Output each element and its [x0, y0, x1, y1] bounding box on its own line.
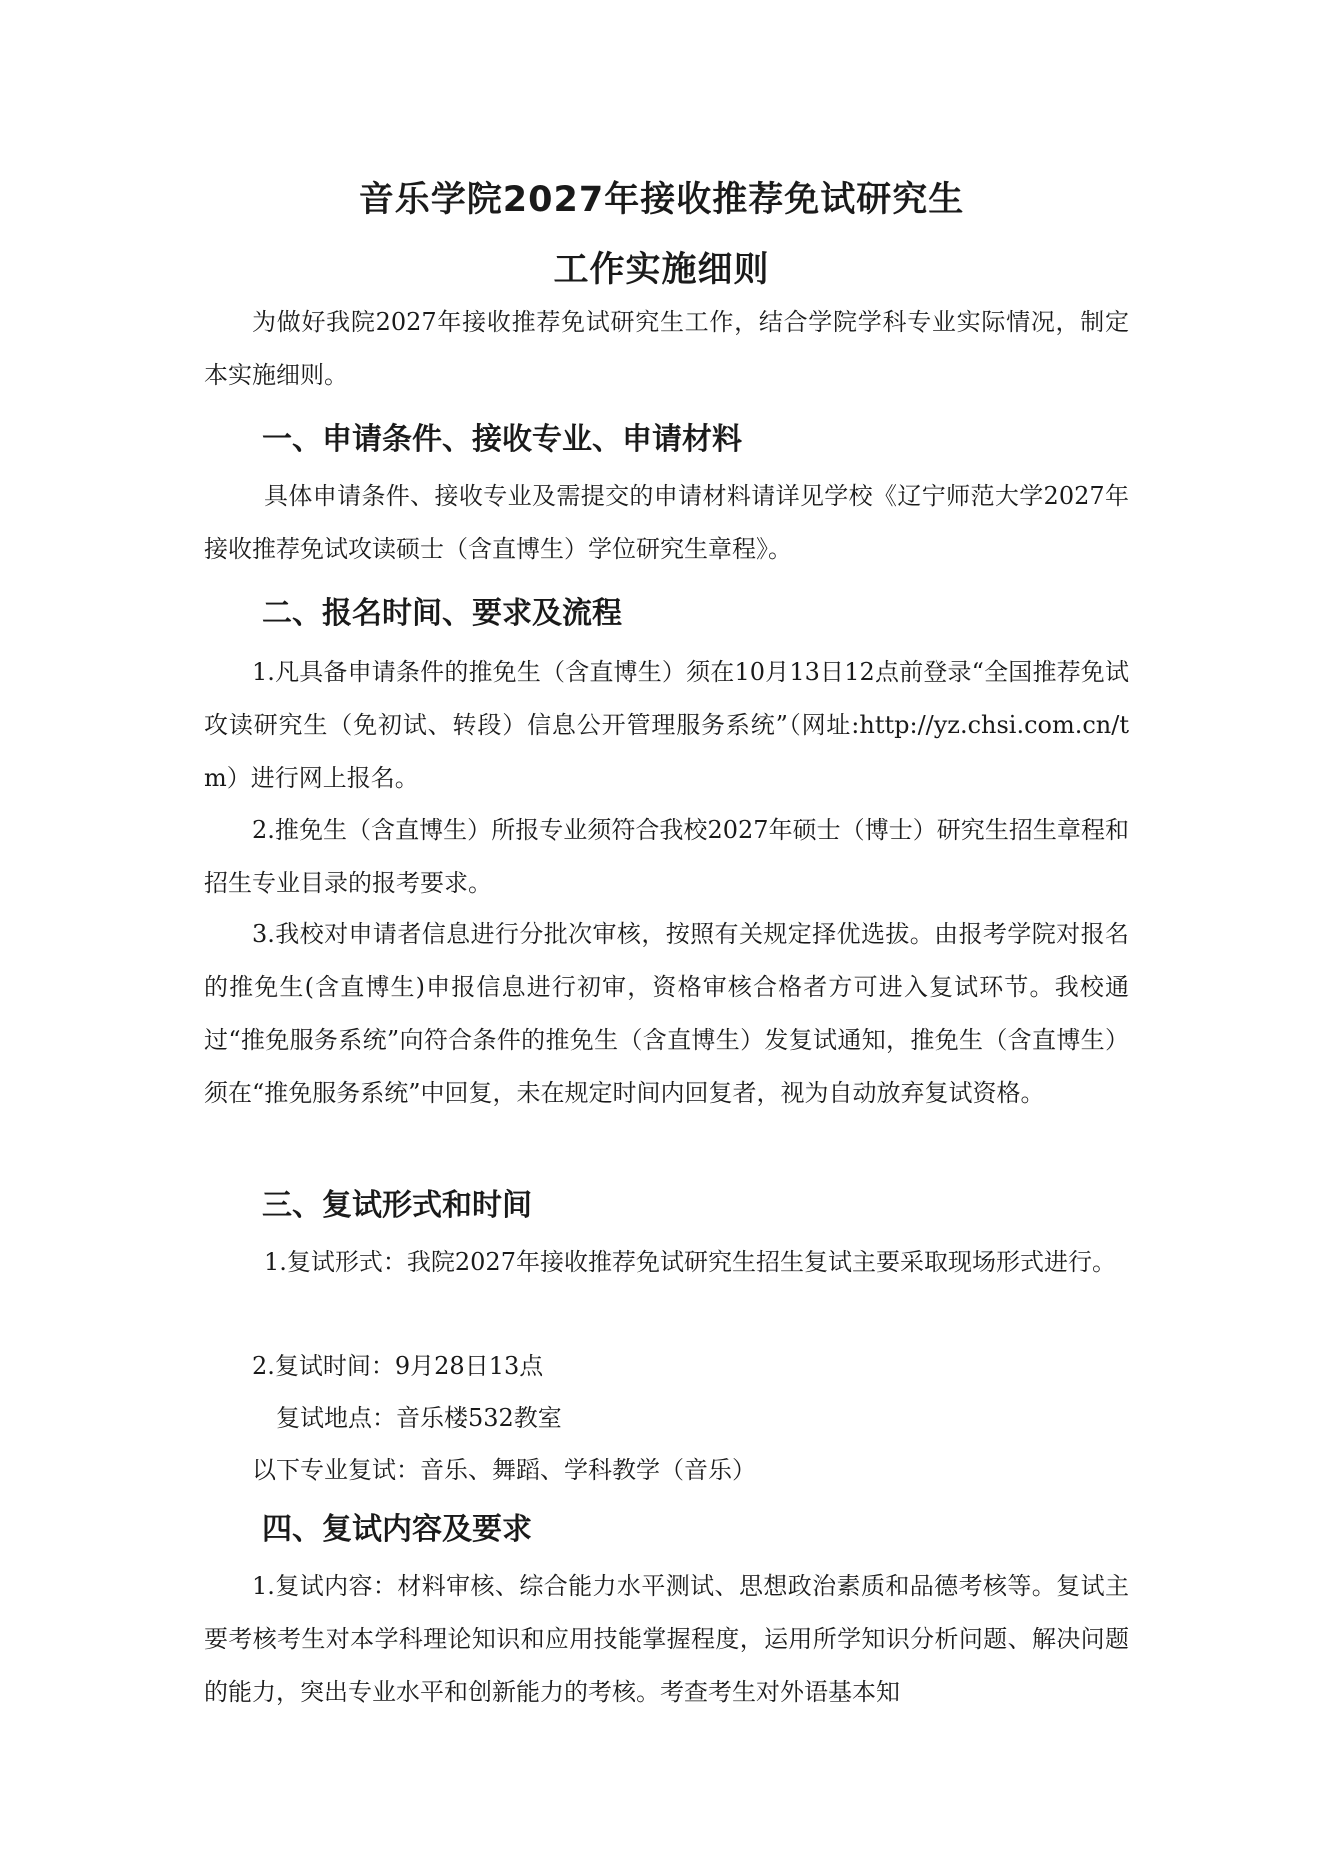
section2-heading: 二、报名时间、要求及流程	[262, 596, 622, 631]
intro-paragraph: 为做好我院2027年接收推荐免试研究生工作，结合学院学科专业实际情况，制定本实施细则。	[204, 308, 1129, 389]
section2-item3: 3.我校对申请者信息进行分批次审核，按照有关规定择优选拔。由报考学院对报名的推免生(含直博生)申报信息进行初审，资格审核合格者方可进入复试环节。我校通过“推免服务系统”向符合条件的推免生（含直博生）发复试通知，推免生（含直博生）须在“推免服务系统”中回复，未在规定时间内回复者，视为自动放弃复试资格。	[204, 920, 1129, 1107]
section2-item1: 1.凡具备申请条件的推免生（含直博生）须在10月13日12点前登录“全国推荐免试攻读研究生（免初试、转段）信息公开管理服务系统”（网址:http://yz.chsi.com.cn/tm）进行网上报名。	[204, 658, 1129, 792]
section3-heading: 三、复试形式和时间	[262, 1188, 532, 1223]
section3-item1: 1.复试形式：我院2027年接收推荐免试研究生招生复试主要采取现场形式进行。	[264, 1248, 1116, 1276]
section4-item1: 1.复试内容：材料审核、综合能力水平测试、思想政治素质和品德考核等。复试主要考核考生对本学科理论知识和应用技能掌握程度，运用所学知识分析问题、解决问题的能力，突出专业水平和创新能力的考核。考查考生对外语基本知	[204, 1572, 1129, 1706]
document-title-line1: 音乐学院2027年接收推荐免试研究生	[358, 180, 965, 220]
section4-heading: 四、复试内容及要求	[262, 1512, 532, 1547]
section3-location: 复试地点：音乐楼532教室	[276, 1404, 562, 1432]
section2-item2: 2.推免生（含直博生）所报专业须符合我校2027年硕士（博士）研究生招生章程和招生专业目录的报考要求。	[204, 816, 1129, 897]
section3-majors: 以下专业复试：音乐、舞蹈、学科教学（音乐）	[252, 1456, 756, 1484]
section3-item2: 2.复试时间：9月28日13点	[252, 1352, 544, 1380]
document-title-line2: 工作实施细则	[553, 250, 770, 290]
section1-body: 具体申请条件、接收专业及需提交的申请材料请详见学校《辽宁师范大学2027年接收推荐免试攻读硕士（含直博生）学位研究生章程》。	[204, 482, 1129, 563]
section1-heading: 一、申请条件、接收专业、申请材料	[262, 422, 742, 457]
